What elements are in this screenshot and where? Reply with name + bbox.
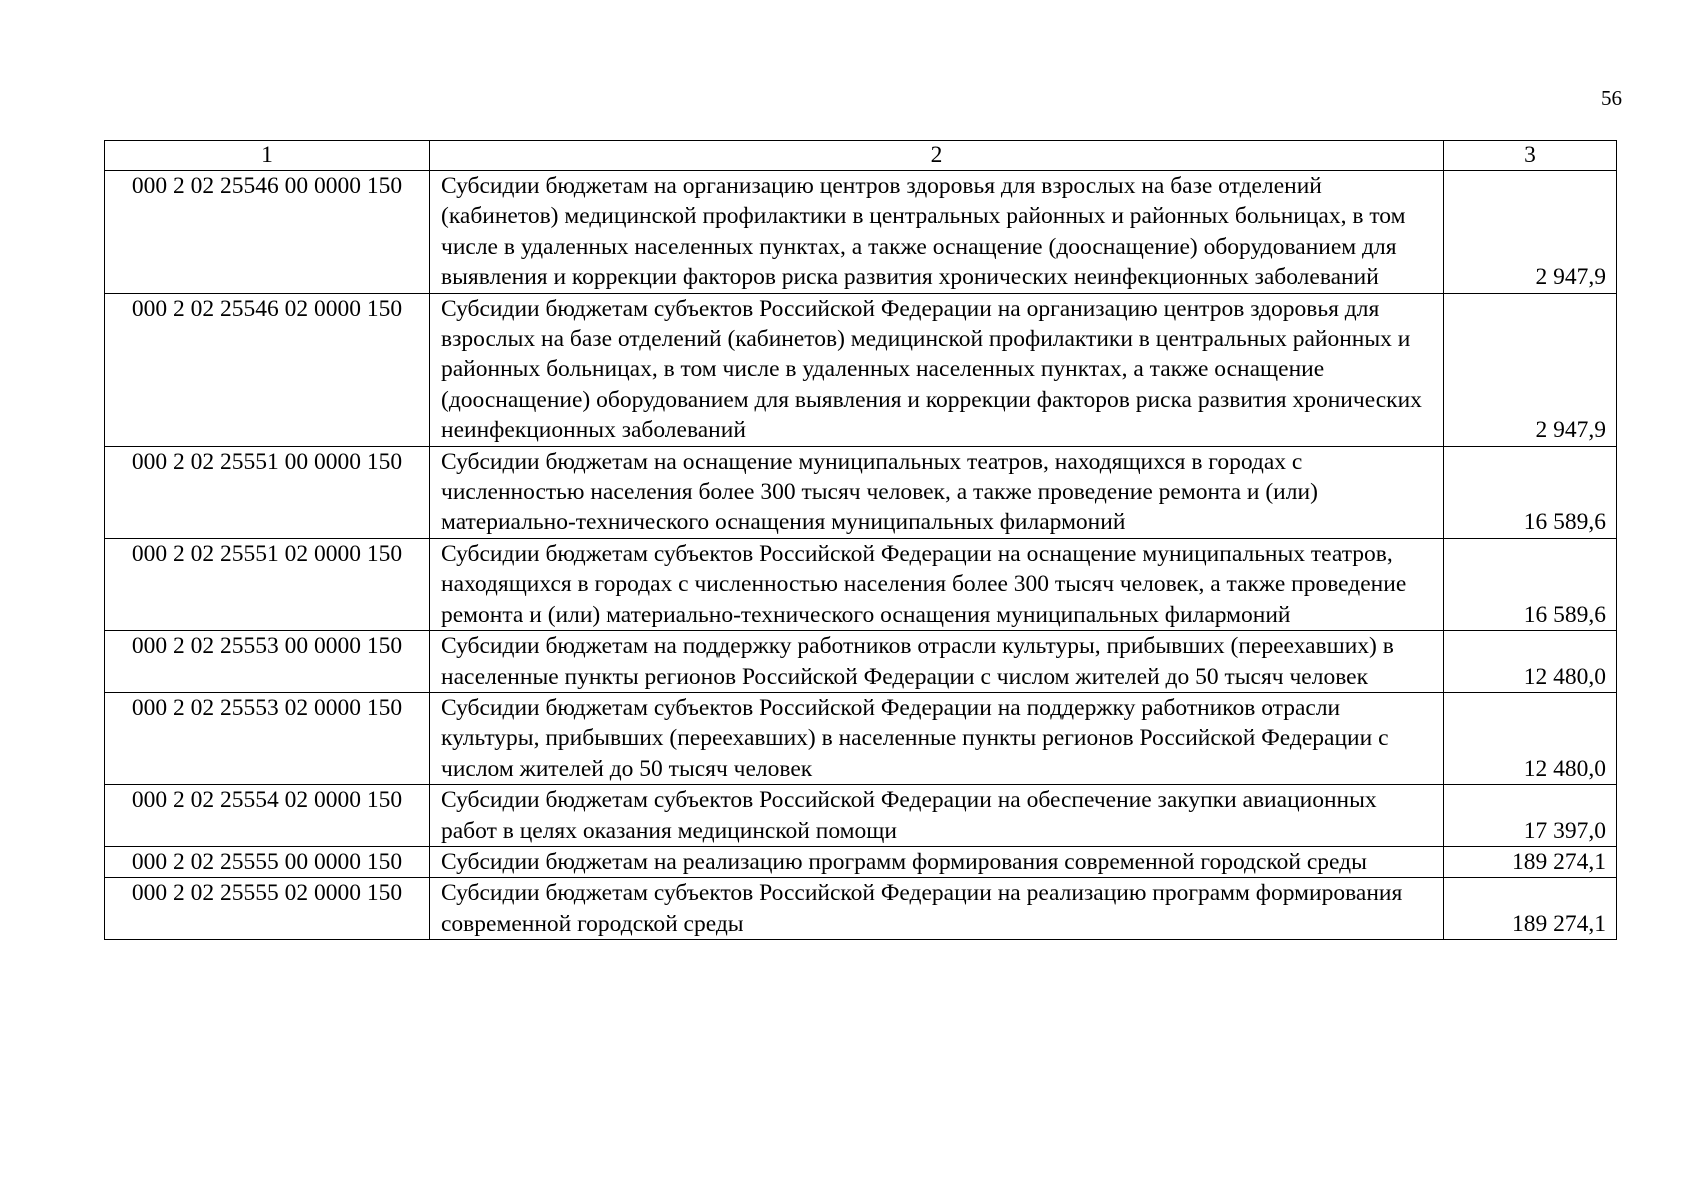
table-header-row	[105, 141, 1617, 171]
budget-code: 000 2 02 25553 02 0000 150	[105, 692, 430, 784]
table-row	[105, 293, 1617, 446]
subsidy-description: Субсидии бюджетам на реализацию программ формирования современной городской среды	[430, 846, 1444, 877]
column-header-amount: 3	[1444, 141, 1617, 171]
table-row	[105, 846, 1617, 877]
amount-value: 2 947,9	[1444, 171, 1617, 294]
subsidy-description: Субсидии бюджетам на организацию центров здоровья для взрослых на базе отделений (кабинетов) медицинской профилактики в центральных районных и районных больницах, в том числе в удаленных населенных пунктах, а также оснащение (дооснащение) оборудованием для выявления и коррекции факторов риска развития хронических неинфекционных заболеваний	[430, 171, 1444, 294]
budget-code: 000 2 02 25553 00 0000 150	[105, 631, 430, 693]
budget-code: 000 2 02 25554 02 0000 150	[105, 785, 430, 847]
subsidy-description: Субсидии бюджетам на оснащение муниципальных театров, находящихся в городах с численностью населения более 300 тысяч человек, а также проведение ремонта и (или) материально-технического оснащения муниципальных филармоний	[430, 446, 1444, 538]
amount-value: 189 274,1	[1444, 846, 1617, 877]
subsidy-description: Субсидии бюджетам субъектов Российской Федерации на организацию центров здоровья для взрослых на базе отделений (кабинетов) медицинской профилактики в центральных районных и районных больницах, в том числе в удаленных населенных пунктах, а также оснащение (дооснащение) оборудованием для выявления и коррекции факторов риска развития хронических неинфекционных заболеваний	[430, 293, 1444, 446]
budget-code: 000 2 02 25546 00 0000 150	[105, 171, 430, 294]
subsidy-description: Субсидии бюджетам субъектов Российской Федерации на обеспечение закупки авиационных работ в целях оказания медицинской помощи	[430, 785, 1444, 847]
amount-value: 189 274,1	[1444, 878, 1617, 940]
table-row	[105, 631, 1617, 693]
budget-code: 000 2 02 25546 02 0000 150	[105, 293, 430, 446]
budget-code: 000 2 02 25555 02 0000 150	[105, 878, 430, 940]
subsidy-description: Субсидии бюджетам на поддержку работников отрасли культуры, прибывших (переехавших) в населенные пункты регионов Российской Федерации с числом жителей до 50 тысяч человек	[430, 631, 1444, 693]
table-row	[105, 446, 1617, 538]
amount-value: 2 947,9	[1444, 293, 1617, 446]
budget-table	[104, 140, 1617, 940]
page-number: 56	[1601, 86, 1622, 110]
subsidy-description: Субсидии бюджетам субъектов Российской Федерации на поддержку работников отрасли культуры, прибывших (переехавших) в населенные пункты регионов Российской Федерации с числом жителей до 50 тысяч человек	[430, 692, 1444, 784]
amount-value: 16 589,6	[1444, 446, 1617, 538]
amount-value: 16 589,6	[1444, 538, 1617, 630]
subsidy-description: Субсидии бюджетам субъектов Российской Федерации на оснащение муниципальных театров, находящихся в городах с численностью населения более 300 тысяч человек, а также проведение ремонта и (или) материально-технического оснащения муниципальных филармоний	[430, 538, 1444, 630]
table-row	[105, 692, 1617, 784]
amount-value: 17 397,0	[1444, 785, 1617, 847]
column-header-code: 1	[105, 141, 430, 171]
column-header-description: 2	[430, 141, 1444, 171]
budget-code: 000 2 02 25551 00 0000 150	[105, 446, 430, 538]
subsidy-description: Субсидии бюджетам субъектов Российской Федерации на реализацию программ формирования современной городской среды	[430, 878, 1444, 940]
table-row	[105, 538, 1617, 630]
amount-value: 12 480,0	[1444, 692, 1617, 784]
table-row	[105, 878, 1617, 940]
budget-code: 000 2 02 25551 02 0000 150	[105, 538, 430, 630]
table-row	[105, 171, 1617, 294]
table-row	[105, 785, 1617, 847]
amount-value: 12 480,0	[1444, 631, 1617, 693]
budget-code: 000 2 02 25555 00 0000 150	[105, 846, 430, 877]
